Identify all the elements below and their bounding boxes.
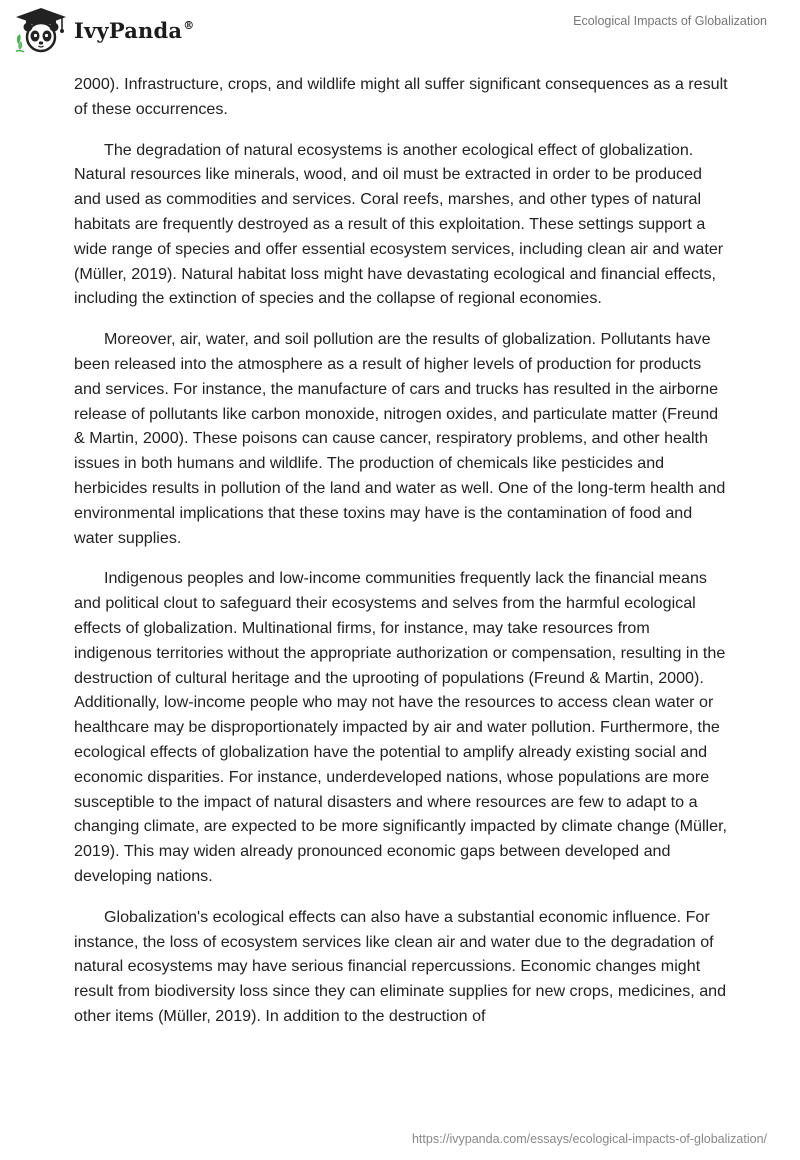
paragraph: 2000). Infrastructure, crops, and wildlife might all suffer significant consequences as a result of these occurrences. [74,75,728,118]
registered-mark: ® [183,18,195,32]
source-url[interactable]: https://ivypanda.com/essays/ecological-impacts-of-globalization/ [411,1132,767,1146]
paragraph: The degradation of natural ecosystems is another ecological effect of globalization. Natural resources like minerals, wood, and oil must be extracted in order to be produced and used as commodities and services. Coral reefs, marshes, and other types of natural habitats are frequently destroyed as a result of this exploitation. These settings support a wide range of species and offer essential ecosystem services, including clean air and water (Müller, 2019). Natural habitat loss might have devastating ecological and financial effects, including the extinction of species and the collapse of regional economies. [74,140,724,308]
paragraph: Moreover, air, water, and soil pollution are the results of globalization. Pollutants have been released into the atmosphere as a result of higher levels of production for products and services. For instance, the manufacture of cars and trucks has resulted in the airborne release of pollutants like carbon monoxide, nitrogen oxides, and particulate matter (Freund & Martin, 2000). These poisons can cause cancer, respiratory problems, and other health issues in both humans and wildlife. The production of chemicals like pesticides and herbicides results in pollution of the land and water as well. One of the long-term health and environmental implications that these toxins may have is the contamination of food and water supplies. [74,330,726,547]
document-title: Ecological Impacts of Globalization [573,14,767,28]
paragraph: Indigenous peoples and low-income communities frequently lack the financial means and political clout to safeguard their ecosystems and selves from the harmful ecological effects of globalization. Multinational firms, for instance, may take resources from indigenous territories without the appropriate authorization or compensation, resulting in the destruction of cultural heritage and the uprooting of populations (Freund & Martin, 2000). Additionally, low-income people who may not have the resources to access clean water or healthcare may be disproportionately impacted by air and water pollution. Furthermore, the ecological effects of globalization have the potential to amplify already existing social and economic disparities. For instance, underdeveloped nations, whose populations are more susceptible to the impact of natural disasters and where resources are few to adapt to a changing climate, are expected to be more significantly impacted by climate change (Müller, 2019). This may widen already pronounced economic gaps between developed and developing nations. [74,569,728,885]
brand-name: IvyPanda® [74,17,195,43]
paragraph: Globalization's ecological effects can also have a substantial economic influence. For instance, the loss of ecosystem services like clean air and water due to the degradation of natural ecosystems may have serious financial repercussions. Economic changes might result from biodiversity loss since they can eliminate supplies for new crops, medicines, and other items (Müller, 2019). In addition to the destruction of [74,907,727,1025]
panda-graduate-icon [12,6,70,54]
brand-logo[interactable] [12,6,194,54]
essay-body [74,72,729,1045]
